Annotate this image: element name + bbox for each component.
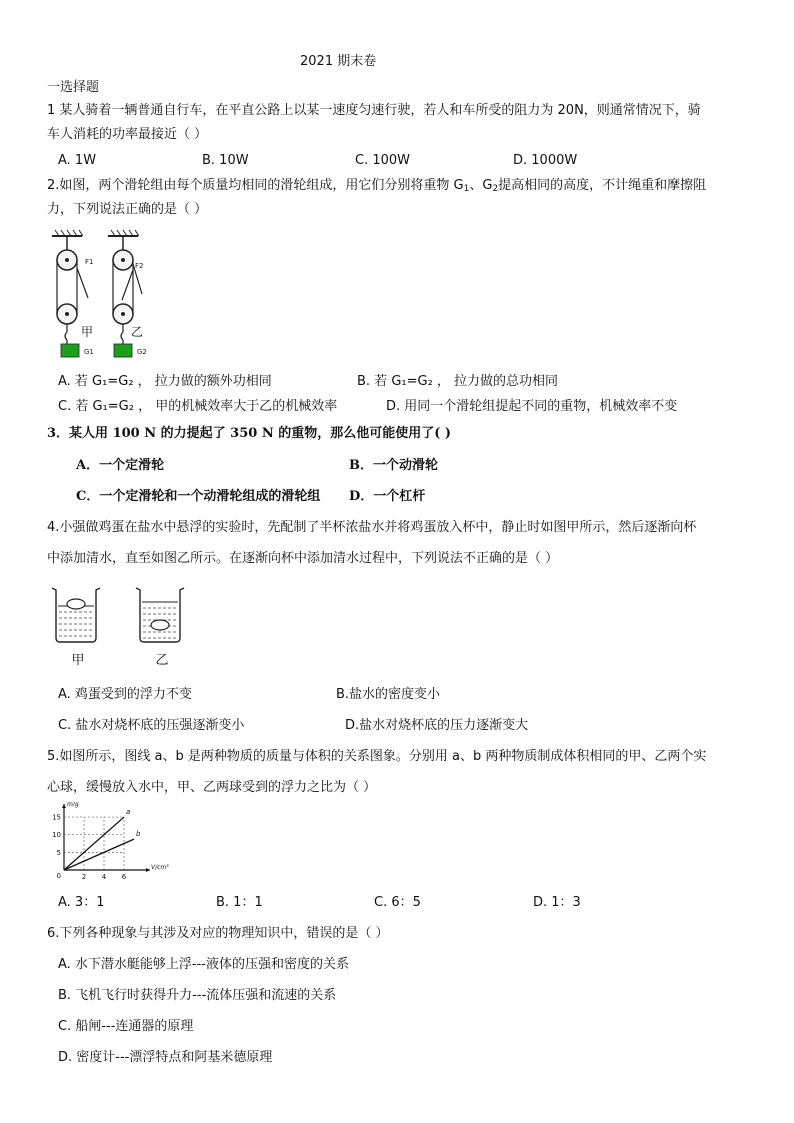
q4-option-c: C. 盐水对烧杯底的压强逐渐变小 [58,718,245,733]
x-tick-label: 2 [81,873,87,881]
q2-option-c: C. 若 G₁=G₂ ， 甲的机械效率大于乙的机械效率 [58,399,338,414]
q1-option-b: B. 10W [202,153,249,168]
q5-option-b: B. 1：1 [216,895,263,910]
q4-option-d: D.盐水对烧杯底的压力逐渐变大 [345,718,529,733]
q4-option-b: B.盐水的密度变小 [336,687,441,702]
q1-line1: 1 某人骑着一辆普通自行车，在平直公路上以某一速度匀速行驶，若人和车所受的阻力为 20N，则通常情况下，骑 [47,103,701,118]
q5-line1: 5.如图所示，图线 a、b 是两种物质的质量与体积的关系图象。分别用 a、b 两种物质制成体积相同的甲、乙两个实 [47,749,707,764]
series-line-b [64,839,134,870]
y-axis-label: m/g [67,801,79,808]
q5-option-d: D. 1：3 [533,895,581,910]
mass-volume-chart [46,801,169,882]
q3-stem: 3．某人用 100 N 的力提起了 350 N 的重物，那么他可能使用了( ) [47,426,452,441]
label-f1: F1 [85,258,94,266]
y-tick-label: 10 [52,831,61,840]
q6-option-a: A. 水下潜水艇能够上浮---液体的压强和密度的关系 [58,957,350,972]
x-axis-label: V/cm³ [151,864,169,871]
label-f2: F2 [135,262,144,270]
beaker-figure [50,584,190,670]
q4-line2: 中添加清水，直至如图乙所示。在逐渐向杯中添加清水过程中，下列说法不正确的是（ ） [47,551,559,566]
q2-line2: 力，下列说法正确的是（ ） [47,202,208,217]
x-axis-arrow [146,868,150,872]
series-label-b: b [136,830,141,839]
label-yi: 乙 [131,325,144,339]
pulley-figure [48,228,158,360]
q3-option-b: B．一个动滑轮 [349,458,438,473]
q1-line2: 车人消耗的功率最接近（ ） [47,127,208,142]
label-g1: G1 [84,348,94,356]
q1-option-a: A. 1W [58,153,97,168]
series-label-a: a [126,808,131,817]
q3-option-a: A．一个定滑轮 [76,458,165,473]
label-jia: 甲 [81,325,94,339]
q2-line1-part-b: 、G [469,178,493,193]
q2-option-a: A. 若 G₁=G₂ ， 拉力做的额外功相同 [58,374,272,389]
q3-option-c: C．一个定滑轮和一个动滑轮组成的滑轮组 [76,489,321,504]
q6-option-c: C. 船闸---连通器的原理 [58,1019,194,1034]
label-g2: G2 [137,348,147,356]
q5-line2: 心球，缓慢放入水中，甲、乙两球受到的浮力之比为（ ） [47,780,377,795]
series-line-a [64,817,124,870]
label-jia-beaker: 甲 [71,653,85,668]
label-yi-beaker: 乙 [155,653,169,668]
beaker-jia [52,588,100,642]
x-tick-label: 6 [121,873,127,881]
q2-option-b: B. 若 G₁=G₂ ， 拉力做的总功相同 [357,374,559,389]
x-tick-label: 4 [101,873,107,881]
q1-option-d: D. 1000W [513,153,578,168]
q2-line1-part-a: 2.如图，两个滑轮组由每个质量均相同的滑轮组成，用它们分别将重物 G [47,178,464,193]
y-axis-arrow [62,804,66,808]
q6-stem: 6.下列各种现象与其涉及对应的物理知识中，错误的是（ ） [47,926,389,941]
ceiling-left [52,230,83,236]
y-tick-label: 15 [52,813,61,822]
q2-option-d: D. 用同一个滑轮组提起不同的重物，机械效率不变 [386,399,678,414]
section-heading: 一选择题 [47,80,100,95]
egg-jia [67,599,85,609]
weight-g1 [61,344,79,357]
q5-option-c: C. 6：5 [374,895,421,910]
q6-option-b: B. 飞机飞行时获得升力---流体压强和流速的关系 [58,988,337,1003]
q4-line1: 4.小强做鸡蛋在盐水中悬浮的实验时，先配制了半杯浓盐水并将鸡蛋放入杯中，静止时如图甲所示，然后逐渐向杯 [47,520,697,535]
q2-line1-part-c: 提高相同的高度，不计绳重和摩擦阻 [498,178,707,193]
page-title: 2021 期末卷 [300,54,377,69]
q2-line1: 2.如图，两个滑轮组由每个质量均相同的滑轮组成，用它们分别将重物 $G_1$、$G_2$提高相同的高度，不计绳重和摩擦阻 [47,178,707,194]
egg-yi [151,620,169,630]
origin-label: 0 [56,872,61,880]
q4-option-a: A. 鸡蛋受到的浮力不变 [58,687,192,702]
q1-option-c: C. 100W [355,153,411,168]
weight-g2 [114,344,132,357]
q5-option-a: A. 3：1 [58,895,105,910]
q6-option-d: D. 密度计---漂浮特点和阿基米德原理 [58,1050,273,1065]
ceiling-right [108,230,139,236]
q3-option-d: D．一个杠杆 [349,489,426,504]
beaker-yi [136,588,184,642]
y-tick-label: 5 [56,848,61,857]
